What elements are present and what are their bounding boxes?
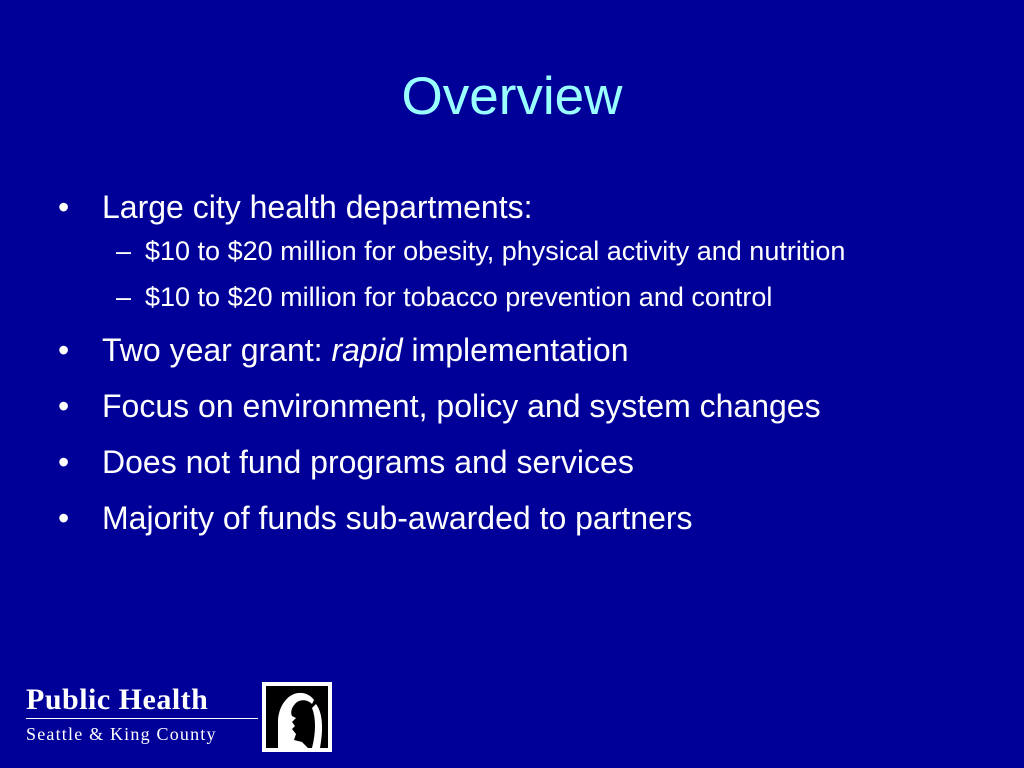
logo-subtitle: Seattle & King County	[26, 724, 217, 744]
bullet-glyph: •	[58, 444, 70, 480]
bullet-text-after: implementation	[402, 332, 629, 368]
bullet-glyph: •	[58, 388, 70, 424]
bullet-item	[58, 441, 958, 484]
dash-glyph: –	[116, 282, 132, 312]
portrait-logo-icon	[262, 682, 332, 752]
bullet-glyph: •	[58, 189, 70, 225]
bullet-text: Large city health departments:	[102, 189, 533, 225]
sub-bullet-text: $10 to $20 million for tobacco prevention and control	[145, 282, 773, 312]
bullet-text: Focus on environment, policy and system changes	[102, 388, 821, 424]
logo-divider	[26, 718, 258, 719]
public-health-logo	[22, 682, 342, 752]
bullet-item	[58, 385, 958, 428]
bullet-item	[58, 329, 958, 372]
sub-bullet-text: $10 to $20 million for obesity, physical activity and nutrition	[145, 236, 846, 266]
sub-bullet-item	[58, 279, 945, 316]
bullet-text: Does not fund programs and services	[102, 444, 634, 480]
bullet-group	[58, 186, 958, 316]
slide-title: Overview	[401, 67, 623, 126]
bullet-text: Majority of funds sub-awarded to partners	[102, 500, 693, 536]
dash-glyph: –	[116, 236, 132, 266]
bullet-item	[58, 186, 958, 229]
logo-text	[26, 682, 262, 746]
sub-bullet-item	[58, 233, 945, 270]
bullet-text-before: Two year grant:	[102, 332, 332, 368]
bullet-emphasis: rapid	[331, 332, 403, 368]
bullet-list	[58, 186, 958, 553]
logo-name: Public Health	[26, 683, 209, 716]
bullet-glyph: •	[58, 500, 70, 536]
bullet-item	[58, 497, 958, 540]
bullet-glyph: •	[58, 332, 70, 368]
